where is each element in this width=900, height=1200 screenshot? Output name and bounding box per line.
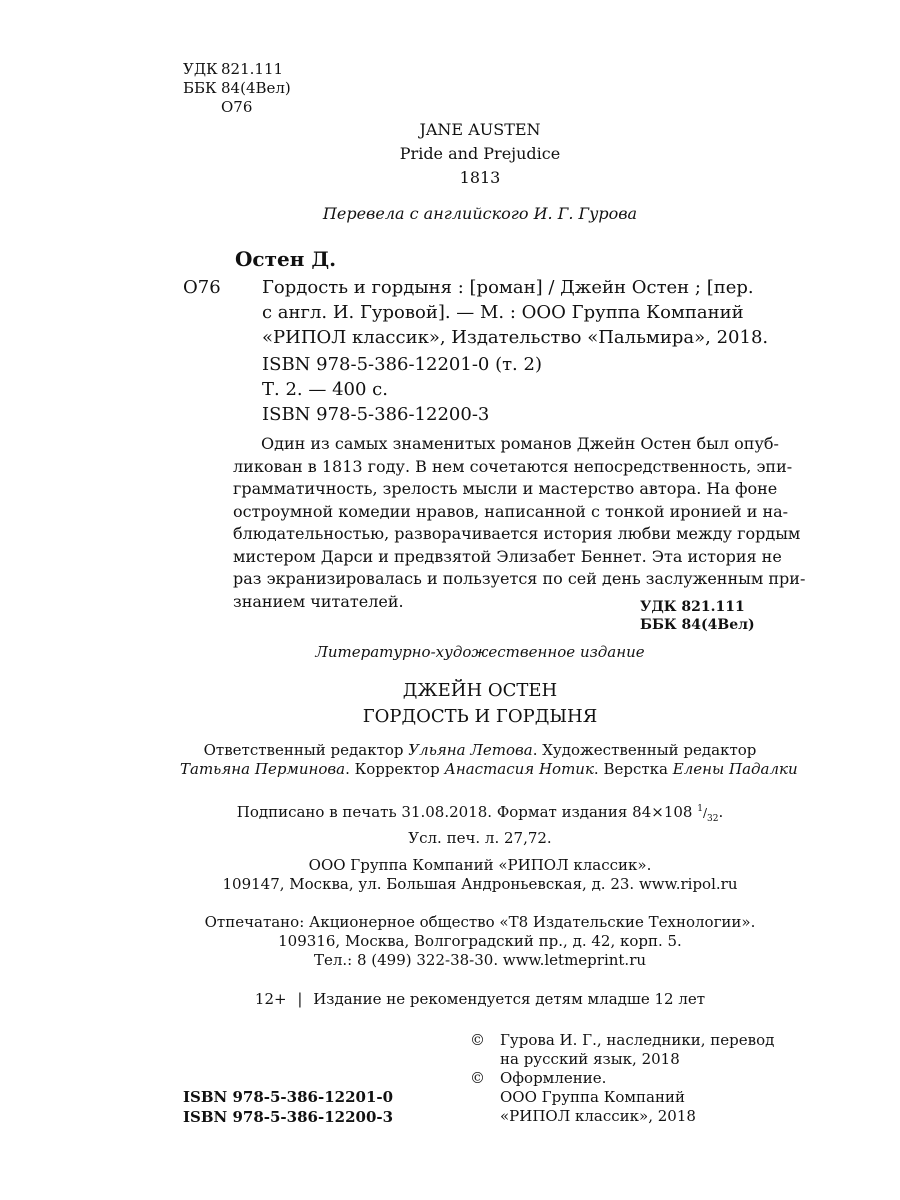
annotation [233, 433, 806, 613]
staff-name: Анастасия Нотик [444, 760, 594, 778]
annotation-line: знанием читателей. [233, 591, 404, 611]
translator-note: Перевела с английского И. Г. Гурова [322, 204, 638, 223]
print-info-line: Подписано в печать 31.08.2018. Формат издания 84×108 [236, 803, 693, 821]
udk-label: УДК [183, 60, 218, 78]
catalog-code: О76 [183, 277, 221, 298]
book-author: ДЖЕЙН ОСТЕН [402, 680, 558, 701]
isbn-line: ISBN 978-5-386-12200-3 [262, 404, 490, 425]
staff-role: . Корректор [345, 760, 445, 778]
catalog-isbn-block [262, 352, 542, 427]
copyright-line: Гурова И. Г., наследники, перевод [500, 1031, 775, 1049]
annotation-line: остроумной комедии нравов, написанной с тонкой иронией и на- [233, 501, 789, 521]
staff-role: Ответственный редактор [203, 741, 409, 759]
annotation-line: мистером Дарси и предвзятой Элизабет Беннет. Эта история не [233, 546, 782, 566]
copyright-line: ООО Группа Компаний [500, 1088, 685, 1106]
copyright-line: «РИПОЛ классик», 2018 [500, 1107, 696, 1125]
print-info: Подписано в печать 31.08.2018. Формат издания 84×108 $^1/_{32}$. Усл. печ. л. 27,72. [180, 800, 780, 848]
isbn-bottom [183, 1087, 393, 1127]
annotation-line: раз экранизировалась и пользуется по сей день заслуженным при- [233, 569, 806, 588]
annotation-line: ликован в 1813 году. В нем сочетаются непосредственность, эпи- [233, 456, 793, 476]
annotation-line: блюдательностью, разворачивается история любви между гордым [233, 524, 801, 543]
udk-value: 821.111 [221, 60, 284, 78]
copyright-block [470, 1031, 774, 1126]
age-rating-badge: 12+ [254, 990, 287, 1008]
edition-type: Литературно-художественное издание [315, 643, 645, 661]
book-title: ГОРДОСТЬ И ГОРДЫНЯ [362, 706, 598, 727]
bbk-value: 84(4Вел) [221, 79, 291, 97]
staff-role: . Верстка [593, 760, 673, 778]
staff-credits [180, 741, 798, 779]
publisher-info [180, 856, 780, 894]
publisher-line: 109147, Москва, ул. Большая Андроньевская, д. 23. www.ripol.ru [222, 875, 738, 893]
catalog-author-heading: Остен Д. [235, 247, 337, 271]
copyright-line: Оформление. [500, 1069, 607, 1087]
isbn-bottom-line: ISBN 978-5-386-12200-3 [183, 1108, 394, 1126]
annotation-line: Один из самых знаменитых романов Джейн Остен был опуб- [261, 434, 779, 453]
staff-name: Ульяна Летова [408, 741, 533, 759]
copyright-line: на русский язык, 2018 [500, 1050, 680, 1068]
isbn-line: Т. 2. — 400 с. [262, 379, 388, 400]
age-separator: | [297, 990, 303, 1008]
staff-name: Татьяна Перминова [180, 760, 346, 778]
classification-bottom [640, 598, 755, 634]
udk-bottom: УДК 821.111 [640, 599, 745, 615]
annotation-line: грамматичность, зрелость мысли и мастерство автора. На фоне [233, 479, 778, 498]
classification-top [183, 60, 291, 117]
staff-name: Елены Падалки [672, 760, 798, 778]
description-line: «РИПОЛ классик», Издательство «Пальмира», 2018. [262, 327, 769, 348]
author-code-top: О76 [221, 98, 253, 116]
printer-line: Тел.: 8 (499) 322-38-30. www.letmeprint.ru [313, 951, 647, 969]
description-line: Гордость и гордыня : [роман] / Джейн Остен ; [пер. [262, 277, 754, 298]
original-year: 1813 [459, 168, 501, 187]
description-line: с англ. И. Гуровой]. — М. : ООО Группа Компаний [262, 302, 744, 323]
bbk-bottom: ББК 84(4Вел) [640, 617, 755, 633]
original-title-block [330, 118, 630, 190]
copyright-symbol: © [470, 1031, 485, 1049]
printer-info [180, 913, 780, 970]
printer-line: Отпечатано: Акционерное общество «Т8 Издательские Технологии». [204, 913, 756, 931]
original-title: Pride and Prejudice [399, 144, 561, 163]
copyright-symbol: © [470, 1069, 485, 1087]
bbk-label: ББК [183, 79, 217, 97]
publisher-line: ООО Группа Компаний «РИПОЛ классик». [308, 856, 652, 874]
catalog-description [262, 275, 768, 350]
format-fraction-num: 1 [697, 804, 703, 814]
staff-role: . Художественный редактор [532, 741, 757, 759]
original-author: JANE AUSTEN [419, 120, 541, 139]
print-info-line: Усл. печ. л. 27,72. [408, 829, 552, 847]
isbn-bottom-line: ISBN 978-5-386-12201-0 [183, 1088, 394, 1106]
age-rating-line [180, 990, 780, 1009]
age-rating-text: Издание не рекомендуется детям младше 12 лет [313, 990, 706, 1008]
isbn-line: ISBN 978-5-386-12201-0 (т. 2) [262, 354, 542, 375]
format-fraction-den: 32 [707, 814, 719, 824]
printer-line: 109316, Москва, Волгоградский пр., д. 42, корп. 5. [278, 932, 682, 950]
